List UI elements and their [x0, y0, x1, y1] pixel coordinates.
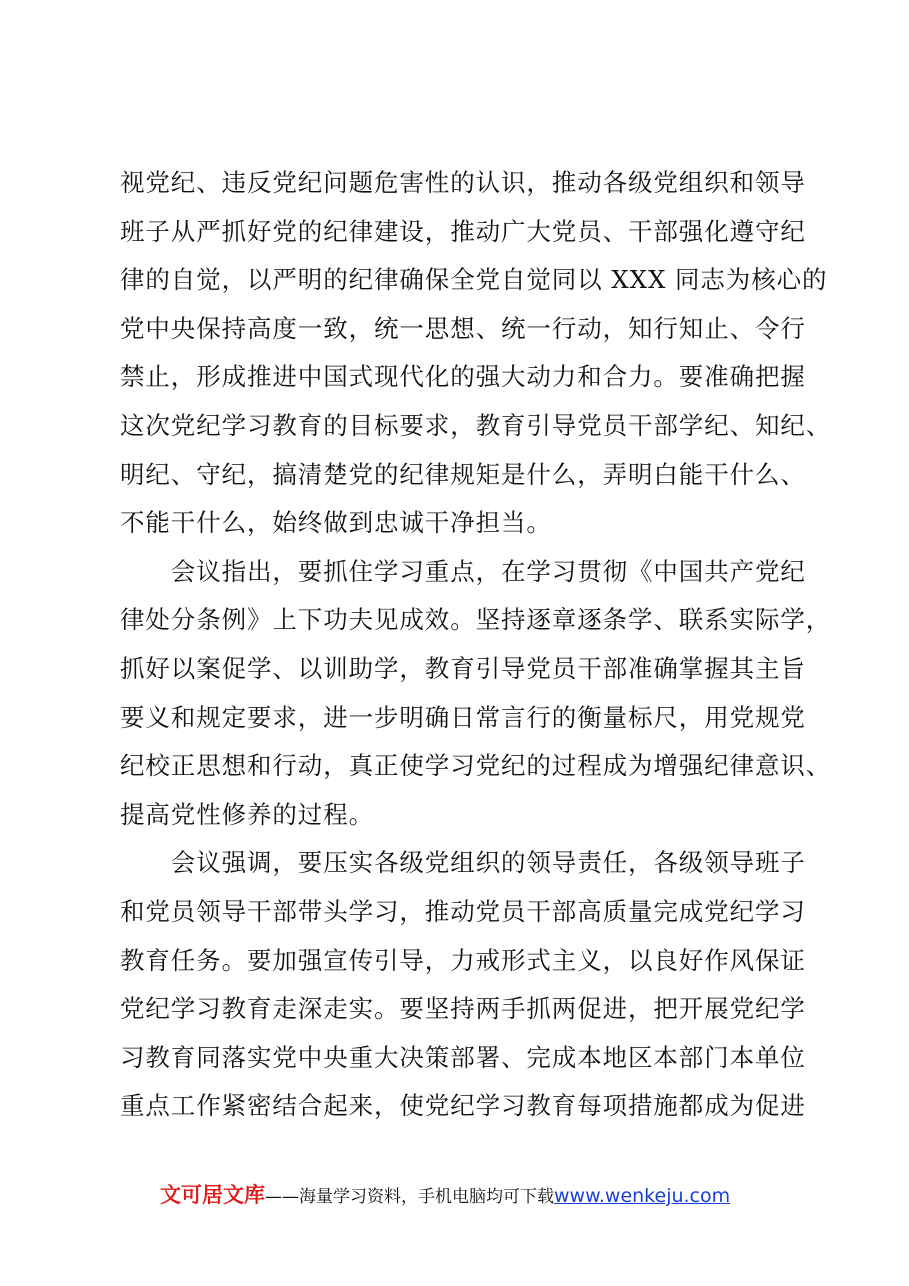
text-line: 要义和规定要求，进一步明确日常言行的衡量标尺，用党规党: [120, 702, 806, 732]
text-line: 律处分条例》上下功夫见成效。坚持逐章逐条学、联系实际学，: [120, 605, 832, 635]
text-line: 不能干什么，始终做到忠诚干净担当。: [120, 508, 552, 538]
text-line: 和党员领导干部带头学习，推动党员干部高质量完成党纪学习: [120, 896, 806, 926]
text-line: 视党纪、违反党纪问题危害性的认识，推动各级党组织和领导: [120, 168, 806, 197]
text-line: 提高党性修养的过程。: [120, 799, 374, 829]
text-line: 教育任务。要加强宣传引导，力戒形式主义，以良好作风保证: [120, 945, 806, 975]
text-line: 这次党纪学习教育的目标要求，教育引导党员干部学纪、知纪、: [120, 410, 832, 440]
text-line: 党纪学习教育走深走实。要坚持两手抓两促进，把开展党纪学: [120, 994, 806, 1024]
website-link[interactable]: www.wenkeju.com: [554, 1185, 731, 1207]
text-line: 禁止，形成推进中国式现代化的强大动力和合力。要准确把握: [120, 362, 806, 392]
text-line: 党中央保持高度一致，统一思想、统一行动，知行知止、令行: [120, 313, 806, 343]
footer-tagline: ——海量学习资料，手机电脑均可下载: [265, 1187, 554, 1207]
text-line: 抓好以案促学、以训助学，教育引导党员干部准确掌握其主旨: [120, 653, 806, 683]
text-line: 习教育同落实党中央重大决策部署、完成本地区本部门本单位: [120, 1042, 806, 1072]
text-line: 会议指出，要抓住学习重点，在学习贯彻《中国共产党纪: [120, 556, 806, 586]
footer-banner: [160, 1180, 730, 1210]
text-line: 班子从严抓好党的纪律建设，推动广大党员、干部强化遵守纪: [120, 216, 806, 246]
text-line: 明纪、守纪，搞清楚党的纪律规矩是什么，弄明白能干什么、: [120, 459, 806, 489]
text-line: 会议强调，要压实各级党组织的领导责任，各级领导班子: [120, 848, 806, 878]
text-line: 律的自觉，以严明的纪律确保全党自觉同以 XXX 同志为核心的: [120, 265, 828, 295]
brand-name: 文可居文库: [160, 1183, 265, 1207]
document-body: [120, 159, 832, 1131]
text-line: 纪校正思想和行动，真正使学习党纪的过程成为增强纪律意识、: [120, 751, 832, 781]
text-line: 重点工作紧密结合起来，使党纪学习教育每项措施都成为促进: [120, 1091, 806, 1121]
